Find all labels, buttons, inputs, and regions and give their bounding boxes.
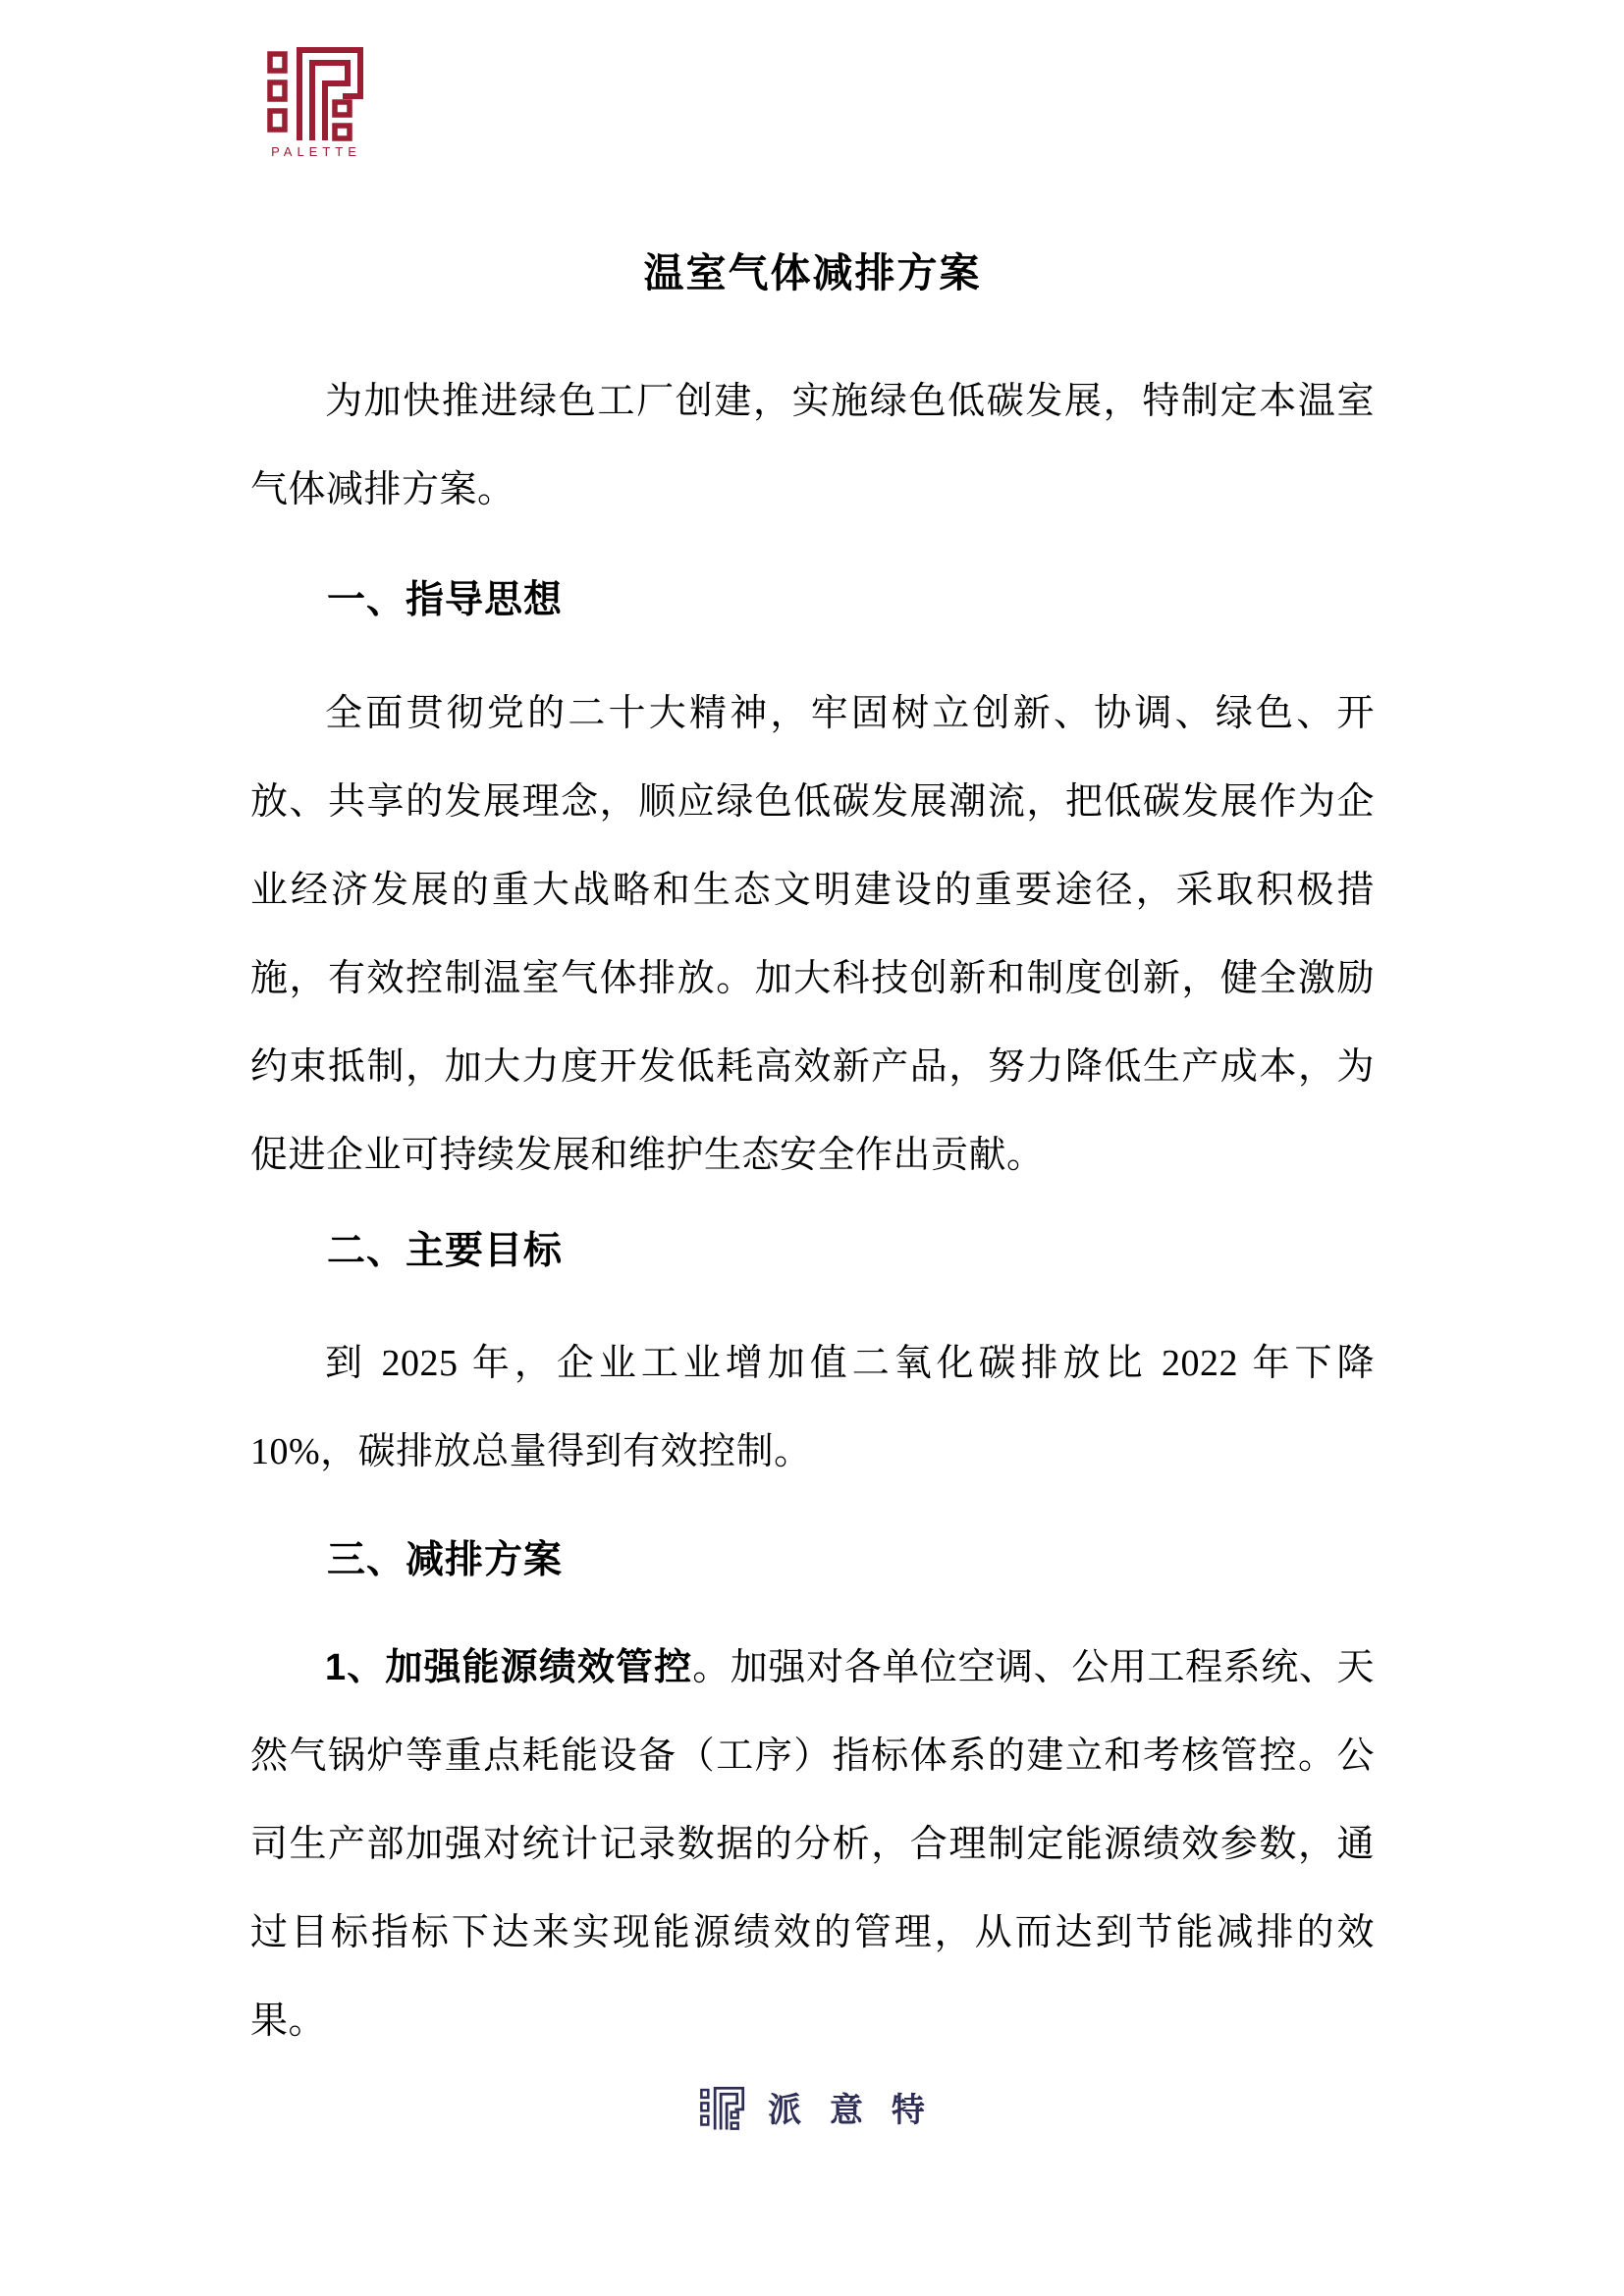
main-goals-paragraph: 到 2025 年，企业工业增加值二氧化碳排放比 2022 年下降 10%，碳排放总量得到有效控制。 — [250, 1343, 1375, 1472]
header-logo — [263, 43, 369, 159]
section-heading-reduction-plan: 三、减排方案 — [327, 1539, 564, 1581]
footer-logo-icon — [699, 2085, 746, 2130]
section-heading-main-goals: 二、主要目标 — [327, 1230, 564, 1272]
footer-brand-text: 派意特 — [768, 2092, 953, 2129]
guiding-ideology-paragraph: 全面贯彻党的二十大精神，牢固树立创新、协调、绿色、开放、共享的发展理念，顺应绿色低碳发展潮流，把低碳发展作为企业经济发展的重大战略和生态文明建设的重要途径，采取积极措施，有效控制温室气体排放。加大科技创新和制度创新，健全激励约束抵制，加大力度开发低耗高效新产品，努力降低生产成本，为促进企业可持续发展和维护生态安全作出贡献。 — [250, 693, 1375, 1176]
reduction-plan-item-paragraph — [250, 1624, 1375, 2065]
logo-wordmark: PALETTE — [271, 144, 361, 159]
footer-brand — [0, 2083, 1624, 2131]
intro-paragraph: 为加快推进绿色工厂创建，实施绿色低碳发展，特制定本温室气体减排方案。 — [250, 381, 1375, 510]
plan-item-lead: 1、加强能源绩效管控 — [325, 1647, 693, 1688]
page-title: 温室气体减排方案 — [643, 250, 982, 295]
plan-item-body: 。加强对各单位空调、公用工程系统、天然气锅炉等重点耗能设备（工序）指标体系的建立和考核管控。公司生产部加强对统计记录数据的分析，合理制定能源绩效参数，通过目标指标下达来实现能源绩效的管理，从而达到节能减排的效果。 — [250, 1647, 1375, 2042]
section-heading-guiding-ideology: 一、指导思想 — [327, 579, 564, 621]
palette-logo-icon — [265, 43, 367, 141]
